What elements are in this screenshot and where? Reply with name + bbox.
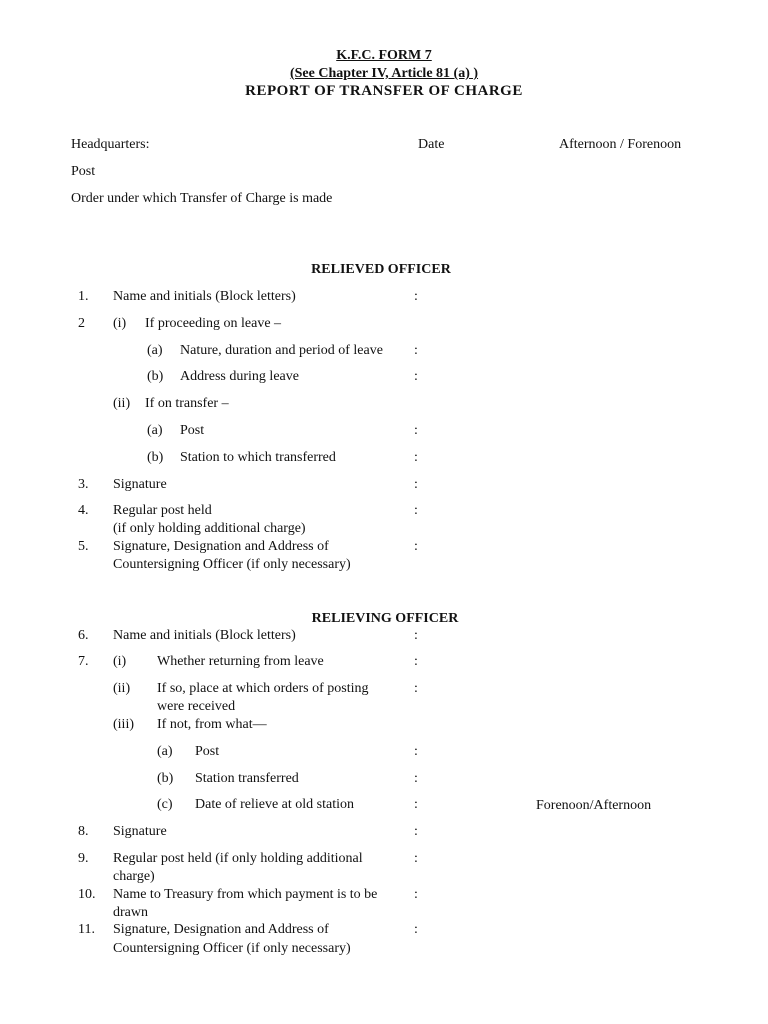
item-number: 7. (78, 654, 89, 669)
treasury-label: Name to Treasury from which payment is to be (113, 887, 378, 902)
colon: : (414, 744, 418, 759)
form-reference: (See Chapter IV, Article 81 (a) ) (289, 66, 479, 81)
relieving-name-label: Name and initials (Block letters) (113, 628, 296, 643)
relieving-countersigning-note: Countersigning Officer (if only necessary) (113, 941, 351, 956)
date-label: Date (418, 137, 445, 152)
post-label: Post (71, 164, 96, 179)
relieving-officer-heading: RELIEVING OFFICER (311, 611, 459, 626)
colon: : (414, 369, 418, 384)
posting-orders-label: If so, place at which orders of posting (157, 681, 369, 696)
sub-item-number: (i) (113, 316, 127, 331)
relieving-regular-post-label: Regular post held (if only holding additional (113, 851, 363, 866)
sub-item-letter: (a) (147, 423, 163, 438)
colon: : (414, 477, 418, 492)
colon: : (414, 450, 418, 465)
colon: : (414, 887, 418, 902)
colon: : (414, 289, 418, 304)
item-number: 11. (78, 922, 95, 937)
sub-item-letter: (b) (157, 771, 174, 786)
leave-label: If proceeding on leave – (145, 316, 282, 331)
item-number: 5. (78, 539, 89, 554)
sub-item-letter: (a) (157, 744, 173, 759)
colon: : (414, 922, 418, 937)
posting-orders-note: were received (157, 699, 236, 714)
colon: : (414, 681, 418, 696)
item-number: 3. (78, 477, 89, 492)
session-label: Afternoon / Forenoon (559, 137, 682, 152)
colon: : (414, 771, 418, 786)
regular-post-note: (if only holding additional charge) (113, 521, 306, 536)
sub-item-letter: (a) (147, 343, 163, 358)
countersigning-label: Signature, Designation and Address of (113, 539, 329, 554)
relieving-countersigning-label: Signature, Designation and Address of (113, 922, 329, 937)
sub-item-letter: (c) (157, 797, 173, 812)
order-label: Order under which Transfer of Charge is made (71, 191, 333, 206)
sub-item-number: (iii) (113, 717, 134, 732)
transfer-post-label: Post (180, 423, 205, 438)
relieved-name-label: Name and initials (Block letters) (113, 289, 296, 304)
item-number: 9. (78, 851, 89, 866)
sub-item-letter: (b) (147, 450, 164, 465)
not-from-label: If not, from what— (157, 717, 267, 732)
relieved-signature-label: Signature (113, 477, 167, 492)
sub-item-number: (ii) (113, 396, 131, 411)
relieve-date-label: Date of relieve at old station (195, 797, 354, 812)
colon: : (414, 797, 418, 812)
colon: : (414, 539, 418, 554)
headquarters-label: Headquarters: (71, 137, 150, 152)
item-number: 10. (78, 887, 96, 902)
relieved-officer-heading: RELIEVED OFFICER (311, 262, 451, 277)
relieve-session-label: Forenoon/Afternoon (536, 798, 652, 813)
station-transferred-label: Station transferred (195, 771, 299, 786)
returning-leave-label: Whether returning from leave (157, 654, 324, 669)
sub-item-letter: (b) (147, 369, 164, 384)
form-number: K.F.C. FORM 7 (336, 48, 432, 63)
regular-post-label: Regular post held (113, 503, 212, 518)
item-number: 4. (78, 503, 89, 518)
colon: : (414, 654, 418, 669)
leave-nature-label: Nature, duration and period of leave (180, 343, 383, 358)
transfer-label: If on transfer – (145, 396, 229, 411)
sub-item-number: (i) (113, 654, 127, 669)
colon: : (414, 503, 418, 518)
relieving-regular-post-note: charge) (113, 869, 155, 884)
transfer-station-label: Station to which transferred (180, 450, 336, 465)
colon: : (414, 851, 418, 866)
colon: : (414, 824, 418, 839)
item-number: 8. (78, 824, 89, 839)
leave-address-label: Address during leave (180, 369, 299, 384)
relieving-post-label: Post (195, 744, 220, 759)
treasury-note: drawn (113, 905, 148, 920)
colon: : (414, 628, 418, 643)
countersigning-note: Countersigning Officer (if only necessary) (113, 557, 351, 572)
relieving-signature-label: Signature (113, 824, 167, 839)
item-number: 1. (78, 289, 89, 304)
item-number: 2 (78, 316, 85, 331)
colon: : (414, 423, 418, 438)
sub-item-number: (ii) (113, 681, 131, 696)
page-title: REPORT OF TRANSFER OF CHARGE (245, 83, 523, 99)
item-number: 6. (78, 628, 89, 643)
colon: : (414, 343, 418, 358)
